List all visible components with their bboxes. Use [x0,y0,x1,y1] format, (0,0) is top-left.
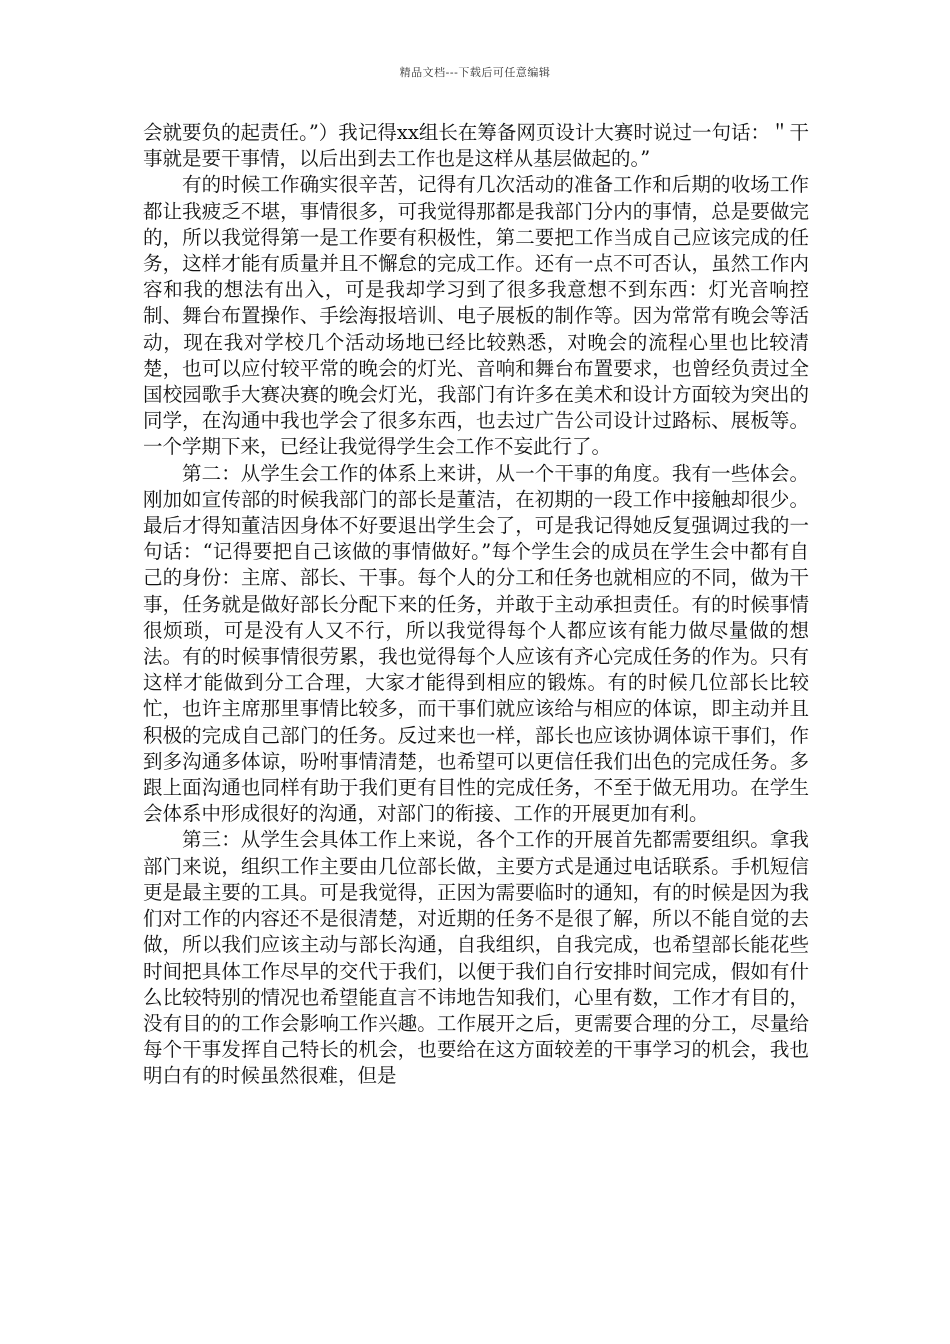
paragraph-continuation: 会就要负的起责任。”）我记得xx组长在筹备网页设计大赛时说过一句话：＂干事就是要干事情，以后出到去工作也是这样从基层做起的。” [143,121,809,171]
paragraph-system-perspective: 第二：从学生会工作的体系上来讲，从一个干事的角度。我有一些体会。刚加如宣传部的时候我部门的部长是董洁，在初期的一段工作中接触却很少。最后才得知董洁因身体不好要退出学生会了，可是我记得她反复强调过我的一句话：“记得要把自己该做的事情做好。”每个学生会的成员在学生会中都有自己的身份：主席、部长、干事。每个人的分工和任务也就相应的不同，做为干事，任务就是做好部长分配下来的任务，并敢于主动承担责任。有的时候事情很烦琐，可是没有人又不行，所以我觉得每个人都应该有能力做尽量做的想法。有的时候事情很劳累，我也觉得每个人应该有齐心完成任务的作为。只有这样才能做到分工合理，大家才能得到相应的锻炼。有的时候几位部长比较忙，也许主席那里事情比较多，而干事们就应该给与相应的体谅，即主动并且积极的完成自己部门的任务。反过来也一样，部长也应该协调体谅干事们，作到多沟通多体谅，吩咐事情清楚，也希望可以更信任我们出色的完成任务。多跟上面沟通也同样有助于我们更有目性的完成任务，不至于做无用功。在学生会体系中形成很好的沟通，对部门的衔接、工作的开展更加有利。 [143,461,809,826]
document-body [143,120,809,1090]
paragraph-specific-work: 第三：从学生会具体工作上来说，各个工作的开展首先都需要组织。拿我部门来说，组织工作主要由几位部长做，主要方式是通过电话联系。手机短信更是最主要的工具。可是我觉得，正因为需要临时的通知，有的时候是因为我们对工作的内容还不是很清楚，对近期的任务不是很了解，所以不能自觉的去做，所以我们应该主动与部长沟通，自我组织，自我完成，也希望部长能花些时间把具体工作尽早的交代于我们，以便于我们自行安排时间完成，假如有什么比较特别的情况也希望能直言不讳地告知我们，心里有数，工作才有目的，没有目的的工作会影响工作兴趣。工作展开之后，更需要合理的分工，尽量给每个干事发挥自己特长的机会，也要给在这方面较差的干事学习的机会，我也明白有的时候虽然很难，但是 [143,828,809,1088]
paragraph-work-experience: 有的时候工作确实很辛苦，记得有几次活动的准备工作和后期的收场工作都让我疲乏不堪，事情很多，可我觉得那都是我部门分内的事情，总是要做完的，所以我觉得第一是工作要有积极性，第二要把工作当成自己应该完成的任务，这样才能有质量并且不懈怠的完成工作。还有一点不可否认，虽然工作内容和我的想法有出入，可是我却学习到了很多我意想不到东西：灯光音响控制、舞台布置操作、手绘海报培训、电子展板的制作等。因为常常有晚会等活动，现在我对学校几个活动场地已经比较熟悉，对晚会的流程心里也比较清楚，也可以应付较平常的晚会的灯光、音响和舞台布置要求，也曾经负责过全国校园歌手大赛决赛的晚会灯光，我部门有许多在美术和设计方面较为突出的同学，在沟通中我也学会了很多东西，也去过广告公司设计过路标、展板等。一个学期下来，已经让我觉得学生会工作不妄此行了。 [143,173,809,459]
page-header: 精品文档---下载后可任意编辑 [399,66,551,79]
